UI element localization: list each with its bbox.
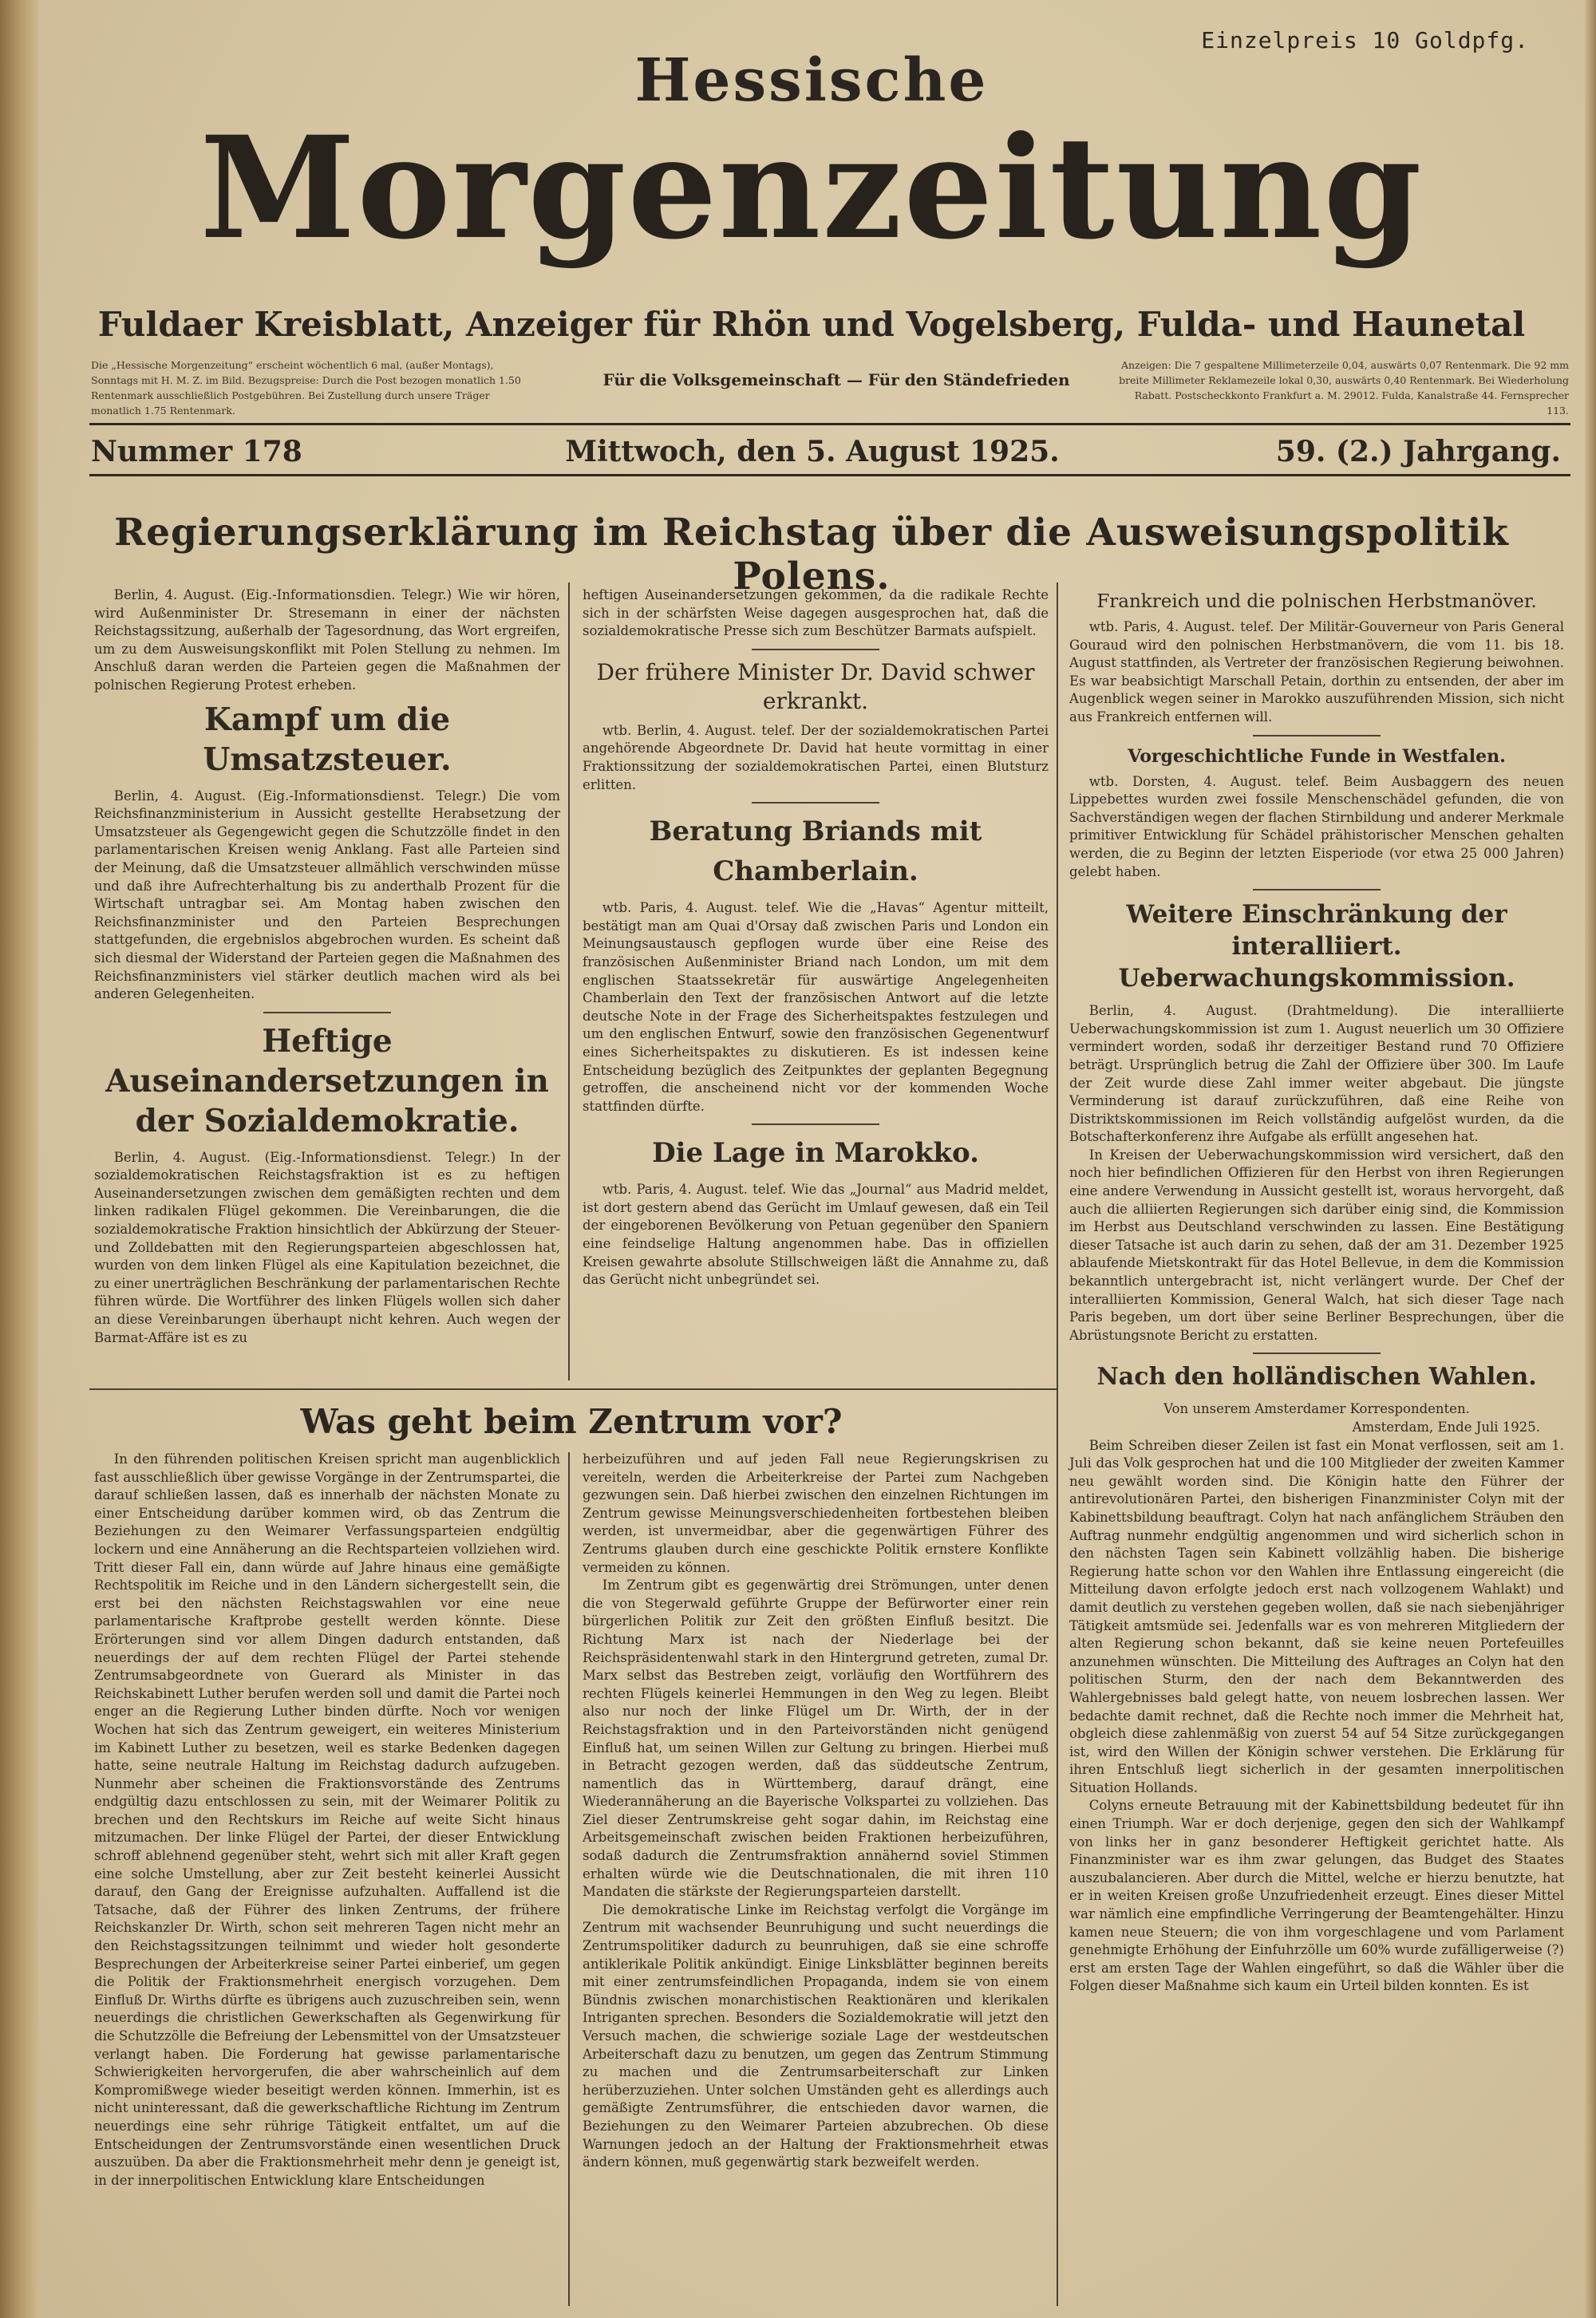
headline-umsatzsteuer: Kampf um die Umsatzsteuer. [203, 701, 452, 778]
article-wahlen-2: Colyns erneute Betrauung mit der Kabinettsbildung bedeutet für ihn einen Triumph. War er doch derjenige, gegen den sich der Wahlkampf von links her in ganz besonderer Heftigkeit gerichtet hatte. Als Finanzminister war es ihm zwar gelungen, das Budget des Staates auszubalancieren. Aber durch die Mittel, welche er hierzu benutzte, hat er in weiten Kreisen große Unzufriedenheit erzeugt. Eines dieser Mittel war nämlich eine empfindliche Verringerung der Beamtengehälter. Hinzu kamen neue Steuern; die von ihm vorgeschlagene und vom Parlament genehmigte Erhöhung der Einfuhrzölle um 60% wurde zufälligerweise (?) erst am ersten Tage der Wahlen eingeführt, so daß die Wähler über die Folgen dieser Maßnahme sich kaum ein Urteil bilden konnten. Es ist [1069, 1798, 1564, 1994]
advertising-info: Anzeigen: Die 7 gespaltene Millimeterzeile 0,04, auswärts 0,07 Rentenmark. Die 92 mm breite Millimeter Reklamezeile lokal 0,30, auswärts 0,40 Rentenmark. Bei Wiederholung Rabatt. Postscheckkonto Frankfurt a. M. 29012. Fulda, Kanalstraße 44. Fernsprecher 113. [1119, 359, 1569, 417]
zentrum-paragraph-4: Die demokratische Linke im Reichstag verfolgt die Vorgänge im Zentrum mit wachsender Beunruhigung und sucht neuerdings die Zentrumspolitiker dadurch zu beunruhigen, daß sie eine schroffe antiklerikale Politik ankündigt. Einige Linksblätter beginnen bereits mit einer zentrumsfeindlichen Propaganda, indem sie von einem Bündnis zwischen monarchistischen Reaktionären und klerikalen Intriganten sprechen. Besonders die Sozialdemokratie will jetzt den Versuch machen, die schwierige soziale Lage der westdeutschen Arbeiterschaft dazu zu benutzen, um gegen das Zentrum Stimmung zu machen und die Zentrumsarbeiterschaft zur Linken herüberzuziehen. Unter solchen Umständen geht es allerdings auch gemäßigte Zentrumsführer, die entschieden davor warnen, die Beziehungen zu den Weimarer Parteien abzubrechen. Ob diese Warnungen jedoch an der Haltung der Fraktionsmehrheit etwas ändern können, muß gegenwärtig stark bezweifelt werden. [583, 1901, 1049, 2170]
column-divider [568, 1452, 570, 2306]
column-1 [94, 586, 560, 1347]
issue-volume: 59. (2.) Jahrgang. [1275, 435, 1561, 468]
masthead-title: Morgenzeitung [200, 105, 1424, 270]
article-kommission-2: In Kreisen der Ueberwachungskommission wird versichert, daß den noch hier befindlichen Offizieren für den Herbst von ihren Regierungen eine andere Verwendung in Aussicht gestellt ist, woraus hervorgeht, daß auch die alliierten Regierungen sich darüber einig sind, die Kommission im Herbst aus Deutschland verschwinden zu lassen. Eine Bestätigung dieser Tatsache ist auch darin zu sehen, daß der am 31. Dezember 1925 ablaufende Mietskontrakt für das Hotel Bellevue, in dem die Kommission bekanntlich untergebracht ist, nicht verlängert wurde. Der Chef der interalliierten Kommission, General Walch, hat sich dieser Tage nach Paris begeben, um dort über seine Berliner Besprechungen, über die Abrüstungsnote Bericht zu erstatten. [1069, 1147, 1564, 1343]
zentrum-paragraph-2: herbeizuführen und auf jeden Fall neue Regierungskrisen zu vereiteln, werden die Arbeiterkreise der Partei zum Nachgeben gezwungen sein. Daß hierbei zwischen den einzelnen Richtungen im Zentrum gewisse Meinungsverschiedenheiten fortbestehen bleiben werden, ist unvermeidbar, aber die gegenwärtigen Führer des Zentrums glauben durch eine geschickte Politik ernstere Konflikte vermeiden zu können. [583, 1451, 1049, 1575]
column-divider [1057, 582, 1058, 2306]
subscription-info: Die „Hessische Morgenzeitung“ erscheint wöchentlich 6 mal, (außer Montags), Sonntags mit H. M. Z. im Bild. Bezugspreise: Durch die Post bezogen monatlich 1.50 Rentenmark ausschließlich Postgebühren. Bei Zustellung durch unsere Träger monatlich 1.75 Rentenmark. [91, 359, 521, 417]
article-divider [1253, 889, 1381, 890]
article-intro: Berlin, 4. August. (Eig.-Informationsdien. Telegr.) Wie wir hören, wird Außenminister Dr. Stresemann in einer der nächsten Reichstagssitzung, außerhalb der Tagesordnung, das Wort ergreifen, um zu dem Ausweisungskonflikt mit Polen Stellung zu nehmen. Im Anschluß daran werden die Parteien gegen die Maßnahmen der polnischen Regierung Protest erheben. [94, 587, 560, 693]
masthead-subtitle: Fuldaer Kreisblatt, Anzeiger für Rhön und Vogelsberg, Fulda- und Haunetal [97, 305, 1526, 344]
article-marokko: wtb. Paris, 4. August. telef. Wie das „Journal“ aus Madrid meldet, ist dort gestern abend das Gerücht im Umlauf gewesen, daß ein Teil der eingeborenen Bevölkerung von Petuan gegenüber den Spaniern eine feindselige Haltung angenommen habe. Das in offiziellen Kreisen gewahrte absolute Stillschweigen läßt die Annahme zu, daß das Gerücht nicht unbegründet sei. [583, 1182, 1049, 1288]
zentrum-paragraph-1: In den führenden politischen Kreisen spricht man augenblicklich fast ausschließlich über gewisse Vorgänge in der Zentrumspartei, die darauf schließen lassen, daß es innerhalb der nächsten Monate zu einer Entscheidung darüber kommen wird, ob das Zentrum die Beziehungen zu den Weimarer Verfassungsparteien endgültig lockern und eine Annäherung an die Rechtsparteien vollziehen wird. Tritt dieser Fall ein, dann würde auf Jahre hinaus eine gemäßigte Rechtspolitik im Reiche und in den Ländern sichergestellt sein, die erst bei den nächsten Reichstagswahlen vor eine neue parlamentarische Kraftprobe gestellt werden könnte. Diese Erörterungen sind vor allem Dingen dadurch entstanden, daß neuerdings der auf dem rechten Flügel der Partei stehende Zentrumsabgeordnete von Guerard als Minister in das Reichskabinett Luther berufen werden soll und damit die Partei noch enger an die Regierung Luther binden dürfte. Noch vor wenigen Wochen hat sich das Zentrum geweigert, ein weiteres Ministerium im Kabinett Luther zu besetzen, weil es starke Bedenken dagegen hatte, seine neutrale Haltung im Reichstag dadurch aufzugeben. Nunmehr aber scheinen die Fraktionsvorstände des Zentrums endgültig dazu entschlossen zu sein, mit der Weimarer Politik zu brechen und den Rechtskurs im Reiche auf weite Sicht hinaus mitzumachen. Der linke Flügel der Partei, der dieser Entwicklung schroff ablehnend gegenüber steht, wehrt sich mit aller Kraft gegen eine solche Umstellung, aber zur Zeit besteht keinerlei Aussicht darauf, den Gang der Ereignisse aufzuhalten. Auffallend ist die Tatsache, daß der Führer des linken Zentrums, der frühere Reichskanzler Dr. Wirth, schon seit mehreren Tagen nicht mehr an den Reichstagssitzungen teilnimmt und wieder holt gesonderte Besprechungen der Arbeiterkreise seiner Partei einberief, um gegen die Politik der Fraktionsmehrheit energisch vorzugehen. Dem Einfluß Dr. Wirths dürfte es übrigens auch zuzuschreiben sein, wenn neuerdings die christlichen Gewerkschaften als Gegenwirkung für die Schutzzölle die Befreiung der Lebensmittel von der Umsatzsteuer verlangt haben. Die Forderung hat gewisse parlamentarische Schwierigkeiten hervorgerufen, die aber wahrscheinlich auf dem Kompromißwege wieder beseitigt werden können. Immerhin, ist es nicht uninteressant, daß die gewerkschaftliche Richtung im Zentrum neuerdings eine sehr rührige Tätigkeit entfaltet, um auf die Entscheidungen der Zentrumsvorstände einen wesentlichen Druck auszuüben. Da aber die Fraktionsmehrheit mehr denn je geneigt ist, in der innerpolitischen Entwicklung klare Entscheidungen [94, 1451, 560, 2188]
headline-sozialdemokratie: Heftige Auseinandersetzungen in der Sozialdemokratie. [105, 1022, 549, 1139]
issue-number: Nummer 178 [91, 435, 302, 468]
price-label: Einzelpreis 10 Goldpfg. [1201, 27, 1529, 53]
headline-funde: Vorgeschichtliche Funde in Westfalen. [1128, 745, 1506, 767]
article-divider [1253, 1352, 1381, 1354]
bottom-rule [89, 474, 1570, 476]
article-dateline: Amsterdam, Ende Juli 1925. [1352, 1420, 1540, 1435]
article-briand: wtb. Paris, 4. August. telef. Wie die „Havas“ Agentur mitteilt, bestätigt man am Quai d'Orsay daß zwischen Paris und London ein Meinungsaustausch gepflogen wurde über eine Reise des französischen Außenminister Briand nach London, um mit dem englischen Staatssekretär für auswärtige Angelegenheiten Chamberlain den Text der französischen Antwort auf die letzte deutsche Note in der Frage des Sicherheitspaktes festzulegen und um den englischen Entwurf, sowie den französischen Gegenentwurf eines Sicherheitspaktes zu diskutieren. Es ist indessen keine Entscheidung bezüglich des Zeitpunktes der geplanten Begegnung getroffen, die anscheinend nicht vor der kommenden Woche stattfinden dürfte. [583, 900, 1049, 1114]
headline-wahlen: Nach den holländischen Wahlen. [1096, 1363, 1537, 1392]
column-divider [568, 582, 570, 1380]
article-divider [263, 1012, 391, 1013]
article-wahlen-1: Beim Schreiben dieser Zeilen ist fast ein Monat verflossen, seit am 1. Juli das Volk gesprochen hat und die 100 Mitglieder der zweiten Kammer neu gewählt worden sind. Die Königin hatte den Führer der antirevolutionären Partei, den bisherigen Finanzminister Colyn mit der Kabinettsbildung beauftragt. Colyn hat nach anfänglichem Sträuben den Auftrag nunmehr endgültig angenommen und wird sicherlich schon in den nächsten Tagen sein Kabinett vollzählig haben. Die bisherige Regierung hatte schon vor den Wahlen ihre Entlassung eingereicht (die Mitteilung davon erfolgte jedoch erst nach vollzogenem Wahlakt) und damit deutlich zu verstehen gegeben wollen, daß sie nach siebenjähriger Tätigkeit amtsmüde sei. Jedenfalls war es von mehreren Mitgliedern der alten Regierung schon bekannt, daß sie keine neuen Portefeuilles anzunehmen wünschten. Die Mitteilung des Auftrages an Colyn hat den politischen Sturm, den der nach dem Bekanntwerden des Wahlergebnisses bald gelegt hatte, von neuem losbrechen lassen. Wer bedachte damit rechnet, daß die Rechte noch immer die Mehrheit hat, obgleich diese zahlenmäßig von zuerst 54 auf 54 Sitze zurückgegangen ist, wird den Willen der Königin schwer verstehen. Die Erklärung für ihren Entschluß liegt sicherlich in der gesamten innerpolitischen Situation Hollands. [1069, 1437, 1564, 1795]
headline-herbstmanoever: Frankreich und die polnischen Herbstmanöver. [1096, 591, 1537, 612]
article-divider [1253, 735, 1381, 736]
article-funde: wtb. Dorsten, 4. August. telef. Beim Ausbaggern des neuen Lippebettes wurden zwei fossile Menschenschädel gefunden, die von Sachverständigen wegen der flachen Stirnbildung und anderer Merkmale primitiver Entwicklung für Schädel prähistorischer Menschen gehalten werden, die zu Beginn der letzten Eisperiode (vor etwa 25 000 Jahren) gelebt haben. [1069, 773, 1564, 879]
headline-briand: Beratung Briands mit Chamberlain. [649, 815, 982, 888]
column-3 [1069, 586, 1564, 1996]
article-sozialdemokratie: Berlin, 4. August. (Eig.-Informationsdienst. Telegr.) In der sozialdemokratischen Reichstagsfraktion ist es zu heftigen Auseinandersetzungen zwischen dem gemäßigten rechten und dem linken radikalen Flügel gekommen. Die Vereinbarungen, die die sozialdemokratische Fraktion hinsichtlich der Abkürzung der Steuer- und Zolldebatten mit den Regierungsparteien abgeschlossen hat, wurden von dem linken Flügel als eine Kapitulation bezeichnet, die zu einer unerträglichen Beschränkung der parlamentarischen Rechte führen würde. Die Wortführer des linken Flügels wollen sich daher an diese Vereinbarungen überhaupt nicht kehren. Auch wegen der Barmat-Affäre ist es zu [94, 1149, 560, 1345]
headline-zentrum: Was geht beim Zentrum vor? [300, 1402, 843, 1441]
article-continuation: heftigen Auseinandersetzungen gekommen, da die radikale Rechte sich in der schärfsten Weise dagegen ausgesprochen hat, daß die sozialdemokratische Presse sich zum Beschützer Barmats aufspielt. [583, 587, 1049, 639]
section-divider [89, 1388, 1057, 1390]
headline-marokko: Die Lage in Marokko. [652, 1137, 979, 1170]
headline-david: Der frühere Minister Dr. David schwer erkrankt. [596, 658, 1035, 714]
zentrum-column-1 [94, 1451, 560, 2190]
zentrum-column-2 [583, 1451, 1049, 2172]
slogan: Für die Volksgemeinschaft — Für den Ständefrieden [602, 370, 1070, 389]
article-divider [752, 1123, 879, 1125]
main-headline: Regierungserklärung im Reichstag über die Ausweisungspolitik Polens. [114, 511, 1509, 598]
newspaper-page [38, 0, 1585, 2318]
article-divider [752, 649, 879, 650]
column-2 [583, 586, 1049, 1289]
article-umsatzsteuer: Berlin, 4. August. (Eig.-Informationsdienst. Telegr.) Die vom Reichsfinanzministerium in Aussicht gestellte Herabsetzung der Umsatzsteuer als Gegengewicht gegen die Schutzzölle findet in den parlamentarischen Kreisen wenig Anklang. Fast alle Parteien sind der Meinung, daß die Umsatzsteuer allmählich verschwinden müsse und daß ihre Aufrechterhaltung bis zu anderthalb Prozent für die Wirtschaft untragbar sei. Am Montag haben zwischen den Reichsfinanzminister und den Parteien Besprechungen stattgefunden, die ergebnislos abgebrochen wurden. Es scheint daß sich diesmal der Widerstand der Parteien gegen die Maßnahmen des Reichsfinanzministers viel stärker deutlich machen wird als bei anderen Gelegenheiten. [94, 788, 560, 1002]
book-binding-gutter [0, 0, 38, 2318]
article-kommission-1: Berlin, 4. August. (Drahtmeldung). Die interalliierte Ueberwachungskommission ist zum 1. August neuerlich um 30 Offiziere vermindert worden, sodaß ihr derzeitiger Bestand rund 70 Offiziere beträgt. Ursprünglich betrug die Zahl der Offiziere über 300. Im Laufe der Zeit wurde diese Zahl immer weiter abgebaut. Die jüngste Verminderung ist darauf zurückzuführen, daß eine Reihe von Distriktskommissionen im Reich vollständig aufgelöst wurden, da die Botschafterkonferenz ihre Aufgabe als erfüllt angesehen hat. [1069, 1003, 1564, 1145]
article-david: wtb. Berlin, 4. August. telef. Der der sozialdemokratischen Partei angehörende Abgeordnete Dr. David hat heute vormittag in einer Fraktionssitzung der sozialdemokratischen Partei, einen Blutsturz erlitten. [583, 722, 1049, 792]
headline-kommission: Weitere Einschränkung der interalliiert. Ueberwachungskommission. [1118, 900, 1515, 993]
zentrum-paragraph-3: Im Zentrum gibt es gegenwärtig drei Strömungen, unter denen die von Stegerwald geführte Gruppe der Befürworter einer rein bürgerlichen Politik zur Zeit den größten Einfluß besitzt. Die Richtung Marx ist nach der Niederlage bei der Reichspräsidentenwahl stark in den Hintergrund getreten, zumal Dr. Marx selbst das Bestreben zeigt, vorläufig den Wortführern des rechten Flügels keinerlei Hemmungen in den Weg zu legen. Bleibt also nur noch der linke Flügel um Dr. Wirth, der in der Reichstagsfraktion und in den Parteivorständen nicht genügend Einfluß hat, um seinen Willen zur Geltung zu bringen. Hierbei muß in Betracht gezogen werden, daß das süddeutsche Zentrum, namentlich das in Württemberg, darauf drängt, eine Wiederannäherung an die Bayerische Volkspartei zu vollziehen. Das Ziel dieser Zentrumskreise geht sogar dahin, im Reichstag eine Arbeitsgemeinschaft zwischen beiden Fraktionen herbeizuführen, sodaß dadurch die Zentrumsfraktion annähernd soviel Stimmen erhalten würde wie die Deutschnationalen, die mit ihren 110 Mandaten die stärkste der Regierungsparteien darstellt. [583, 1578, 1049, 1900]
page-edge [1585, 0, 1596, 2318]
masthead-top: Hessische [634, 46, 989, 115]
article-herbstmanoever: wtb. Paris, 4. August. telef. Der Militär-Gouverneur von Paris General Gouraud wird den polnischen Herbstmanövern, die vom 11. bis 18. August stattfinden, als Vertreter der französischen Regierung beiwohnen. Es war beabsichtigt Marschall Petain, dorthin zu entsenden, der aber im Augenblick wegen seiner in Marokko auszuführenden Mission, sich nicht aus Frankreich entfernen will. [1069, 619, 1564, 725]
article-byline: Von unserem Amsterdamer Korrespondenten. [1163, 1401, 1470, 1417]
article-divider [752, 802, 879, 804]
top-rule [89, 423, 1570, 425]
issue-date: Mittwoch, den 5. August 1925. [565, 435, 1060, 468]
